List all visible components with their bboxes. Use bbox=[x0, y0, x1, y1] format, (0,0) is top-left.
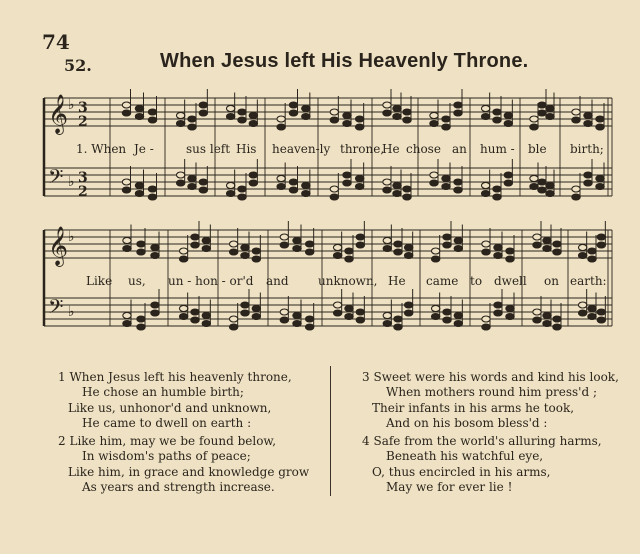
note-head bbox=[493, 109, 501, 115]
note-head bbox=[596, 176, 604, 182]
note-head bbox=[431, 314, 439, 320]
note-head bbox=[188, 176, 196, 182]
note-head bbox=[229, 316, 237, 322]
note-head bbox=[538, 110, 546, 116]
note-head bbox=[229, 324, 237, 330]
note-head bbox=[546, 106, 554, 112]
lyric-syllable: chose bbox=[406, 142, 441, 156]
note-head bbox=[546, 114, 554, 120]
lyric-syllable: dwell bbox=[494, 274, 527, 288]
note-head bbox=[179, 256, 187, 262]
note-head bbox=[137, 241, 145, 247]
note-head bbox=[151, 245, 159, 251]
note-head bbox=[199, 102, 207, 108]
note-head bbox=[403, 109, 411, 115]
note-head bbox=[538, 179, 546, 185]
lyric-syllable: un - hon - or'd bbox=[168, 274, 254, 288]
note-head bbox=[355, 184, 363, 190]
note-head bbox=[506, 306, 514, 312]
note-head bbox=[188, 116, 196, 122]
note-head bbox=[179, 314, 187, 320]
note-head bbox=[333, 245, 341, 251]
note-head bbox=[289, 179, 297, 185]
note-head bbox=[493, 186, 501, 192]
note-head bbox=[394, 241, 402, 247]
lyric-syllable: sus left bbox=[186, 142, 231, 156]
lyric-syllable: an bbox=[452, 142, 467, 156]
column-divider bbox=[330, 366, 331, 496]
note-head bbox=[493, 194, 501, 200]
note-head bbox=[238, 117, 246, 123]
lyric-syllable: Je - bbox=[134, 142, 154, 156]
flat-sign: ♭ bbox=[68, 229, 75, 245]
time-signature-top: 3 bbox=[78, 100, 88, 116]
lyric-syllable: came bbox=[426, 274, 459, 288]
note-head bbox=[443, 242, 451, 248]
note-head bbox=[343, 121, 351, 127]
note-head bbox=[305, 316, 313, 322]
note-head bbox=[148, 109, 156, 115]
note-head bbox=[179, 248, 187, 254]
time-signature-top: 3 bbox=[78, 170, 88, 186]
note-head bbox=[252, 306, 260, 312]
lyric-syllable: ble bbox=[528, 142, 547, 156]
lyric-syllable: throne, bbox=[340, 142, 385, 156]
note-head bbox=[280, 317, 288, 323]
note-head bbox=[482, 324, 490, 330]
note-head bbox=[403, 194, 411, 200]
note-head bbox=[229, 249, 237, 255]
bass-clef: 𝄢 bbox=[48, 165, 64, 193]
note-head bbox=[226, 191, 234, 197]
note-head bbox=[454, 313, 462, 319]
note-head bbox=[553, 241, 561, 247]
note-head bbox=[546, 191, 554, 197]
note-head bbox=[345, 306, 353, 312]
note-head bbox=[293, 238, 301, 244]
note-head bbox=[302, 183, 310, 189]
verse-1: 1 When Jesus left his heavenly throne, He chose an humble birth; Like us, unhonor'd and unknown, He came to dwell on earth : bbox=[58, 370, 292, 431]
note-head bbox=[249, 113, 257, 119]
note-head bbox=[393, 114, 401, 120]
note-head bbox=[553, 324, 561, 330]
note-head bbox=[302, 191, 310, 197]
note-head bbox=[454, 102, 462, 108]
lyric-syllable: His bbox=[236, 142, 257, 156]
note-head bbox=[252, 256, 260, 262]
note-head bbox=[588, 256, 596, 262]
note-head bbox=[148, 194, 156, 200]
note-head bbox=[572, 194, 580, 200]
flat-sign: ♭ bbox=[68, 304, 75, 320]
note-head bbox=[280, 242, 288, 248]
note-head bbox=[572, 117, 580, 123]
note-head bbox=[394, 316, 402, 322]
note-head bbox=[277, 184, 285, 190]
note-head bbox=[394, 249, 402, 255]
note-head bbox=[355, 176, 363, 182]
note-head bbox=[191, 234, 199, 240]
note-head bbox=[383, 110, 391, 116]
note-head bbox=[252, 314, 260, 320]
note-head bbox=[588, 314, 596, 320]
note-head bbox=[383, 179, 391, 185]
note-head bbox=[578, 302, 586, 308]
note-head bbox=[572, 109, 580, 115]
note-head bbox=[404, 310, 412, 316]
note-head bbox=[176, 172, 184, 178]
note-head bbox=[226, 106, 234, 112]
hymn-number: 52. bbox=[64, 56, 92, 75]
note-head bbox=[493, 117, 501, 123]
note-head bbox=[345, 314, 353, 320]
note-head bbox=[176, 180, 184, 186]
note-head bbox=[530, 176, 538, 182]
note-head bbox=[289, 110, 297, 116]
note-head bbox=[191, 242, 199, 248]
note-head bbox=[533, 242, 541, 248]
note-head bbox=[330, 109, 338, 115]
note-head bbox=[504, 172, 512, 178]
note-head bbox=[226, 183, 234, 189]
note-head bbox=[383, 246, 391, 252]
note-head bbox=[355, 124, 363, 130]
note-head bbox=[343, 172, 351, 178]
verse-3: 3 Sweet were his words and kind his look, When mothers round him press'd ; Their infants in his arms he took, And on his bosom bless'd : bbox=[362, 370, 619, 431]
note-head bbox=[597, 309, 605, 315]
note-head bbox=[546, 183, 554, 189]
note-head bbox=[123, 246, 131, 252]
note-head bbox=[506, 248, 514, 254]
note-head bbox=[530, 116, 538, 122]
note-head bbox=[494, 245, 502, 251]
lyric-syllable: and bbox=[266, 274, 289, 288]
lyric-syllable: hum - bbox=[480, 142, 515, 156]
note-head bbox=[202, 246, 210, 252]
note-head bbox=[305, 324, 313, 330]
note-head bbox=[135, 191, 143, 197]
note-head bbox=[597, 317, 605, 323]
note-head bbox=[238, 194, 246, 200]
note-head bbox=[330, 186, 338, 192]
note-head bbox=[188, 124, 196, 130]
note-head bbox=[538, 187, 546, 193]
lyric-syllable: birth; bbox=[570, 142, 604, 156]
note-head bbox=[442, 116, 450, 122]
note-head bbox=[431, 248, 439, 254]
note-head bbox=[431, 256, 439, 262]
note-head bbox=[454, 179, 462, 185]
note-head bbox=[277, 176, 285, 182]
note-head bbox=[137, 249, 145, 255]
note-head bbox=[123, 238, 131, 244]
note-head bbox=[533, 317, 541, 323]
note-head bbox=[199, 110, 207, 116]
note-head bbox=[122, 179, 130, 185]
note-head bbox=[241, 253, 249, 259]
note-head bbox=[252, 248, 260, 254]
note-head bbox=[393, 183, 401, 189]
note-head bbox=[355, 116, 363, 122]
note-head bbox=[356, 317, 364, 323]
note-head bbox=[454, 321, 462, 327]
note-head bbox=[151, 302, 159, 308]
note-head bbox=[122, 110, 130, 116]
note-head bbox=[533, 234, 541, 240]
note-head bbox=[543, 321, 551, 327]
note-head bbox=[135, 114, 143, 120]
note-head bbox=[578, 253, 586, 259]
note-head bbox=[494, 253, 502, 259]
note-head bbox=[504, 121, 512, 127]
note-head bbox=[481, 183, 489, 189]
note-head bbox=[122, 187, 130, 193]
note-head bbox=[533, 309, 541, 315]
note-head bbox=[578, 310, 586, 316]
note-head bbox=[482, 241, 490, 247]
note-head bbox=[356, 234, 364, 240]
note-head bbox=[430, 121, 438, 127]
lyric-syllable: earth: bbox=[570, 274, 607, 288]
lyric-syllable: unknown, bbox=[318, 274, 378, 288]
note-head bbox=[293, 313, 301, 319]
note-head bbox=[202, 313, 210, 319]
note-head bbox=[151, 310, 159, 316]
note-head bbox=[597, 242, 605, 248]
note-head bbox=[454, 187, 462, 193]
note-head bbox=[123, 313, 131, 319]
note-head bbox=[403, 186, 411, 192]
note-head bbox=[280, 234, 288, 240]
note-head bbox=[596, 124, 604, 130]
note-head bbox=[578, 245, 586, 251]
note-head bbox=[506, 314, 514, 320]
note-head bbox=[333, 302, 341, 308]
note-head bbox=[293, 246, 301, 252]
note-head bbox=[393, 106, 401, 112]
note-head bbox=[442, 184, 450, 190]
note-head bbox=[176, 121, 184, 127]
note-head bbox=[249, 121, 257, 127]
note-head bbox=[383, 102, 391, 108]
note-head bbox=[596, 184, 604, 190]
note-head bbox=[442, 176, 450, 182]
note-head bbox=[530, 184, 538, 190]
note-head bbox=[199, 187, 207, 193]
hymn-title: When Jesus left His Heavenly Throne. bbox=[160, 50, 529, 72]
time-signature-bottom: 2 bbox=[78, 114, 88, 130]
note-head bbox=[404, 302, 412, 308]
note-head bbox=[302, 106, 310, 112]
note-head bbox=[454, 110, 462, 116]
note-head bbox=[481, 106, 489, 112]
note-head bbox=[482, 316, 490, 322]
note-head bbox=[289, 187, 297, 193]
lyric-syllable: us, bbox=[128, 274, 146, 288]
note-head bbox=[343, 113, 351, 119]
note-head bbox=[333, 253, 341, 259]
note-head bbox=[584, 121, 592, 127]
lyric-syllable: Like bbox=[86, 274, 113, 288]
note-head bbox=[191, 317, 199, 323]
note-head bbox=[430, 172, 438, 178]
note-head bbox=[305, 241, 313, 247]
note-head bbox=[188, 184, 196, 190]
note-head bbox=[596, 116, 604, 122]
lyric-syllable: on bbox=[544, 274, 559, 288]
note-head bbox=[383, 321, 391, 327]
note-head bbox=[148, 186, 156, 192]
note-head bbox=[229, 241, 237, 247]
note-head bbox=[538, 102, 546, 108]
note-head bbox=[241, 302, 249, 308]
note-head bbox=[122, 102, 130, 108]
note-head bbox=[504, 180, 512, 186]
note-head bbox=[584, 113, 592, 119]
flat-sign: ♭ bbox=[68, 174, 75, 190]
note-head bbox=[543, 313, 551, 319]
note-head bbox=[504, 113, 512, 119]
note-head bbox=[442, 124, 450, 130]
note-head bbox=[356, 242, 364, 248]
treble-clef: 𝄞 bbox=[48, 94, 69, 134]
note-head bbox=[481, 114, 489, 120]
note-head bbox=[356, 309, 364, 315]
note-head bbox=[530, 124, 538, 130]
flat-sign: ♭ bbox=[68, 97, 75, 113]
note-head bbox=[199, 179, 207, 185]
note-head bbox=[383, 187, 391, 193]
treble-clef: 𝄞 bbox=[48, 226, 69, 266]
note-head bbox=[202, 321, 210, 327]
note-head bbox=[584, 172, 592, 178]
note-head bbox=[277, 124, 285, 130]
note-head bbox=[443, 234, 451, 240]
note-head bbox=[597, 234, 605, 240]
lyric-syllable: heaven-ly bbox=[272, 142, 331, 156]
note-head bbox=[383, 238, 391, 244]
note-head bbox=[494, 302, 502, 308]
verse-2: 2 Like him, may we be found below, In wisdom's paths of peace; Like him, in grace and knowledge grow As years and strength increase. bbox=[58, 434, 310, 495]
note-head bbox=[454, 238, 462, 244]
note-head bbox=[302, 114, 310, 120]
note-head bbox=[249, 180, 257, 186]
note-head bbox=[345, 256, 353, 262]
note-head bbox=[148, 117, 156, 123]
note-head bbox=[584, 180, 592, 186]
note-head bbox=[506, 256, 514, 262]
note-head bbox=[241, 245, 249, 251]
note-head bbox=[151, 253, 159, 259]
note-head bbox=[481, 191, 489, 197]
note-head bbox=[179, 306, 187, 312]
note-head bbox=[249, 172, 257, 178]
note-head bbox=[588, 248, 596, 254]
note-head bbox=[588, 306, 596, 312]
note-head bbox=[176, 113, 184, 119]
note-head bbox=[137, 324, 145, 330]
note-head bbox=[482, 249, 490, 255]
note-head bbox=[543, 246, 551, 252]
note-head bbox=[345, 248, 353, 254]
note-head bbox=[289, 102, 297, 108]
note-head bbox=[394, 324, 402, 330]
note-head bbox=[430, 180, 438, 186]
note-head bbox=[443, 309, 451, 315]
note-head bbox=[572, 186, 580, 192]
lyric-syllable: 1. When bbox=[76, 142, 127, 156]
lyric-syllable: to bbox=[470, 274, 483, 288]
note-head bbox=[305, 249, 313, 255]
verse-4: 4 Safe from the world's alluring harms, Beneath his watchful eye, O, thus encircled in his arms, May we for ever lie ! bbox=[362, 434, 602, 495]
note-head bbox=[430, 113, 438, 119]
note-head bbox=[135, 106, 143, 112]
lyric-syllable: He bbox=[388, 274, 406, 288]
note-head bbox=[191, 309, 199, 315]
note-head bbox=[330, 194, 338, 200]
note-head bbox=[280, 309, 288, 315]
note-head bbox=[403, 117, 411, 123]
note-head bbox=[393, 191, 401, 197]
note-head bbox=[404, 245, 412, 251]
note-head bbox=[553, 316, 561, 322]
bass-clef: 𝄢 bbox=[48, 295, 64, 323]
page-number: 74 bbox=[42, 30, 70, 54]
note-head bbox=[553, 249, 561, 255]
note-head bbox=[494, 310, 502, 316]
note-head bbox=[123, 321, 131, 327]
note-head bbox=[293, 321, 301, 327]
note-head bbox=[238, 109, 246, 115]
note-head bbox=[443, 317, 451, 323]
note-head bbox=[333, 310, 341, 316]
note-head bbox=[241, 310, 249, 316]
note-head bbox=[543, 238, 551, 244]
note-head bbox=[202, 238, 210, 244]
note-head bbox=[404, 253, 412, 259]
note-head bbox=[277, 116, 285, 122]
note-head bbox=[454, 246, 462, 252]
note-head bbox=[431, 306, 439, 312]
time-signature-bottom: 2 bbox=[78, 184, 88, 200]
note-head bbox=[137, 316, 145, 322]
note-head bbox=[238, 186, 246, 192]
note-head bbox=[383, 313, 391, 319]
lyric-syllable: He bbox=[382, 142, 400, 156]
note-head bbox=[330, 117, 338, 123]
note-head bbox=[343, 180, 351, 186]
note-head bbox=[135, 183, 143, 189]
note-head bbox=[226, 114, 234, 120]
